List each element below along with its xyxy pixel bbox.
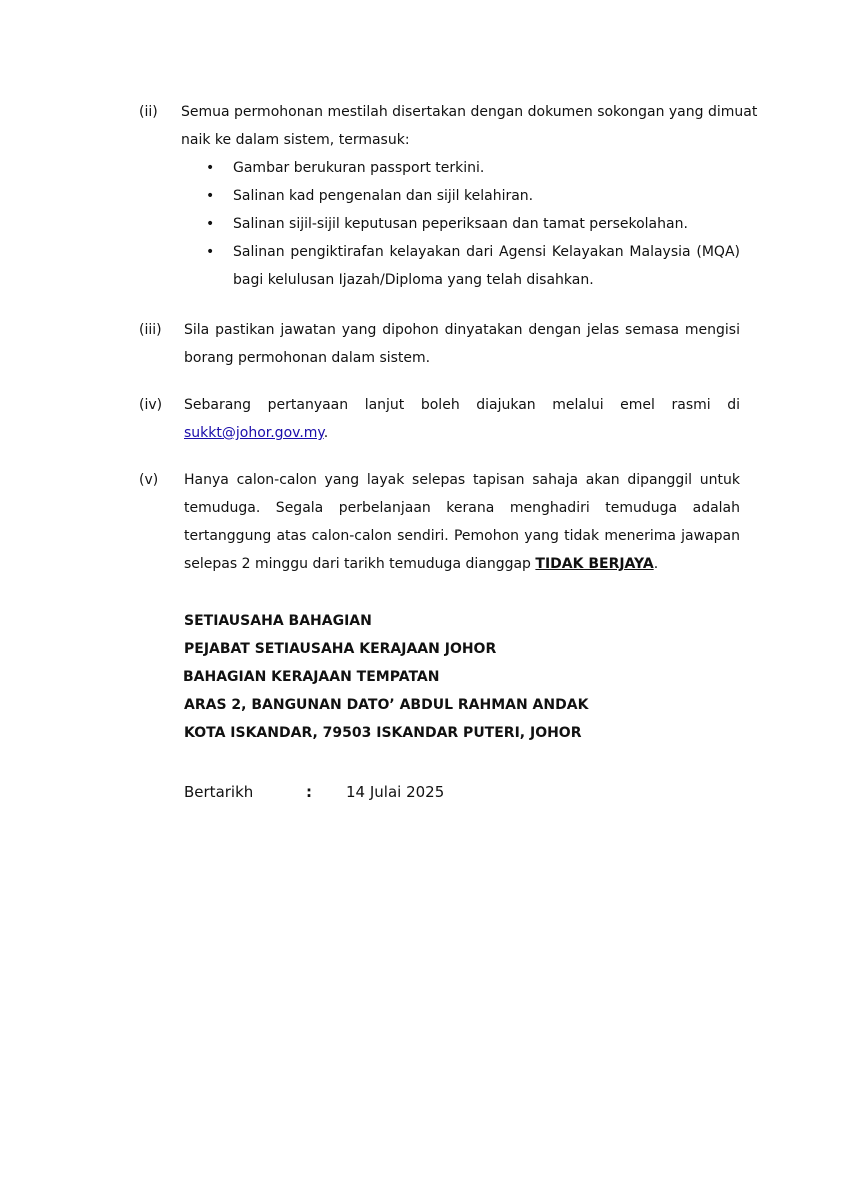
email-link[interactable]: sukkt@johor.gov.my	[184, 425, 324, 441]
list-item-text: Gambar berukuran passport terkini.	[233, 160, 485, 176]
bullet-icon: •	[206, 244, 215, 260]
date-value: 14 Julai 2025	[346, 783, 445, 801]
item-iv-line-2	[184, 419, 740, 447]
item-v-line-3: tertanggung atas calon-calon sendiri. Pemohon yang tidak menerima jawapan	[184, 528, 740, 544]
signature-line: BAHAGIAN KERAJAAN TEMPATAN	[183, 669, 440, 685]
item-number-iii: (iii)	[139, 322, 162, 338]
date-colon: :	[306, 783, 312, 801]
list-item-text: Salinan kad pengenalan dan sijil kelahiran.	[233, 188, 534, 204]
list-item	[206, 154, 740, 182]
item-v-line-4	[184, 550, 740, 578]
signature-block	[184, 607, 588, 747]
item-iv-line-1: Sebarang pertanyaan lanjut boleh diajukan melalui emel rasmi di	[184, 397, 740, 413]
list-item-text: Salinan sijil-sijil keputusan peperiksaan dan tamat persekolahan.	[233, 216, 688, 232]
item-v-line-2: temuduga. Segala perbelanjaan kerana menghadiri temuduga adalah	[184, 500, 740, 516]
list-item	[206, 182, 740, 210]
item-v-line-1: Hanya calon-calon yang layak selepas tapisan sahaja akan dipanggil untuk	[184, 472, 740, 488]
item-iii-line-2: borang permohonan dalam sistem.	[184, 350, 431, 366]
date-row	[184, 778, 584, 806]
item-iii-text	[184, 316, 740, 372]
signature-line: ARAS 2, BANGUNAN DATO’ ABDUL RAHMAN ANDAK	[184, 697, 589, 713]
item-ii-line-1: Semua permohonan mestilah disertakan dengan dokumen sokongan yang dimuat	[181, 104, 758, 120]
item-iii-line-1: Sila pastikan jawatan yang dipohon dinyatakan dengan jelas semasa mengisi	[184, 322, 740, 338]
item-ii-line-2: naik ke dalam sistem, termasuk:	[181, 132, 410, 148]
item-number-v: (v)	[139, 472, 159, 488]
signature-line: SETIAUSAHA BAHAGIAN	[184, 613, 372, 629]
email-trailing-period: .	[323, 425, 329, 441]
bullet-icon: •	[206, 188, 215, 204]
signature-line: PEJABAT SETIAUSAHA KERAJAAN JOHOR	[184, 641, 497, 657]
item-ii-text	[181, 98, 758, 154]
item-v-line-4-suffix: .	[653, 556, 659, 572]
list-item-text-continued: bagi kelulusan Ijazah/Diploma yang telah disahkan.	[233, 272, 594, 288]
item-iv-text	[184, 391, 740, 447]
bullet-icon: •	[206, 216, 215, 232]
item-v-line-4-prefix: selepas 2 minggu dari tarikh temuduga dianggap	[184, 556, 536, 572]
unsuccessful-notice: TIDAK BERJAYA	[535, 556, 654, 572]
list-item	[206, 210, 740, 238]
bullet-icon: •	[206, 160, 215, 176]
item-number-ii: (ii)	[139, 104, 158, 120]
item-v-text	[184, 466, 740, 578]
date-label: Bertarikh	[184, 783, 254, 801]
signature-line: KOTA ISKANDAR, 79503 ISKANDAR PUTERI, JOHOR	[184, 725, 582, 741]
item-number-iv: (iv)	[139, 397, 163, 413]
list-item-text: Salinan pengiktirafan kelayakan dari Agensi Kelayakan Malaysia (MQA)	[233, 244, 740, 260]
list-item	[206, 238, 740, 294]
supporting-documents-list	[206, 154, 740, 294]
